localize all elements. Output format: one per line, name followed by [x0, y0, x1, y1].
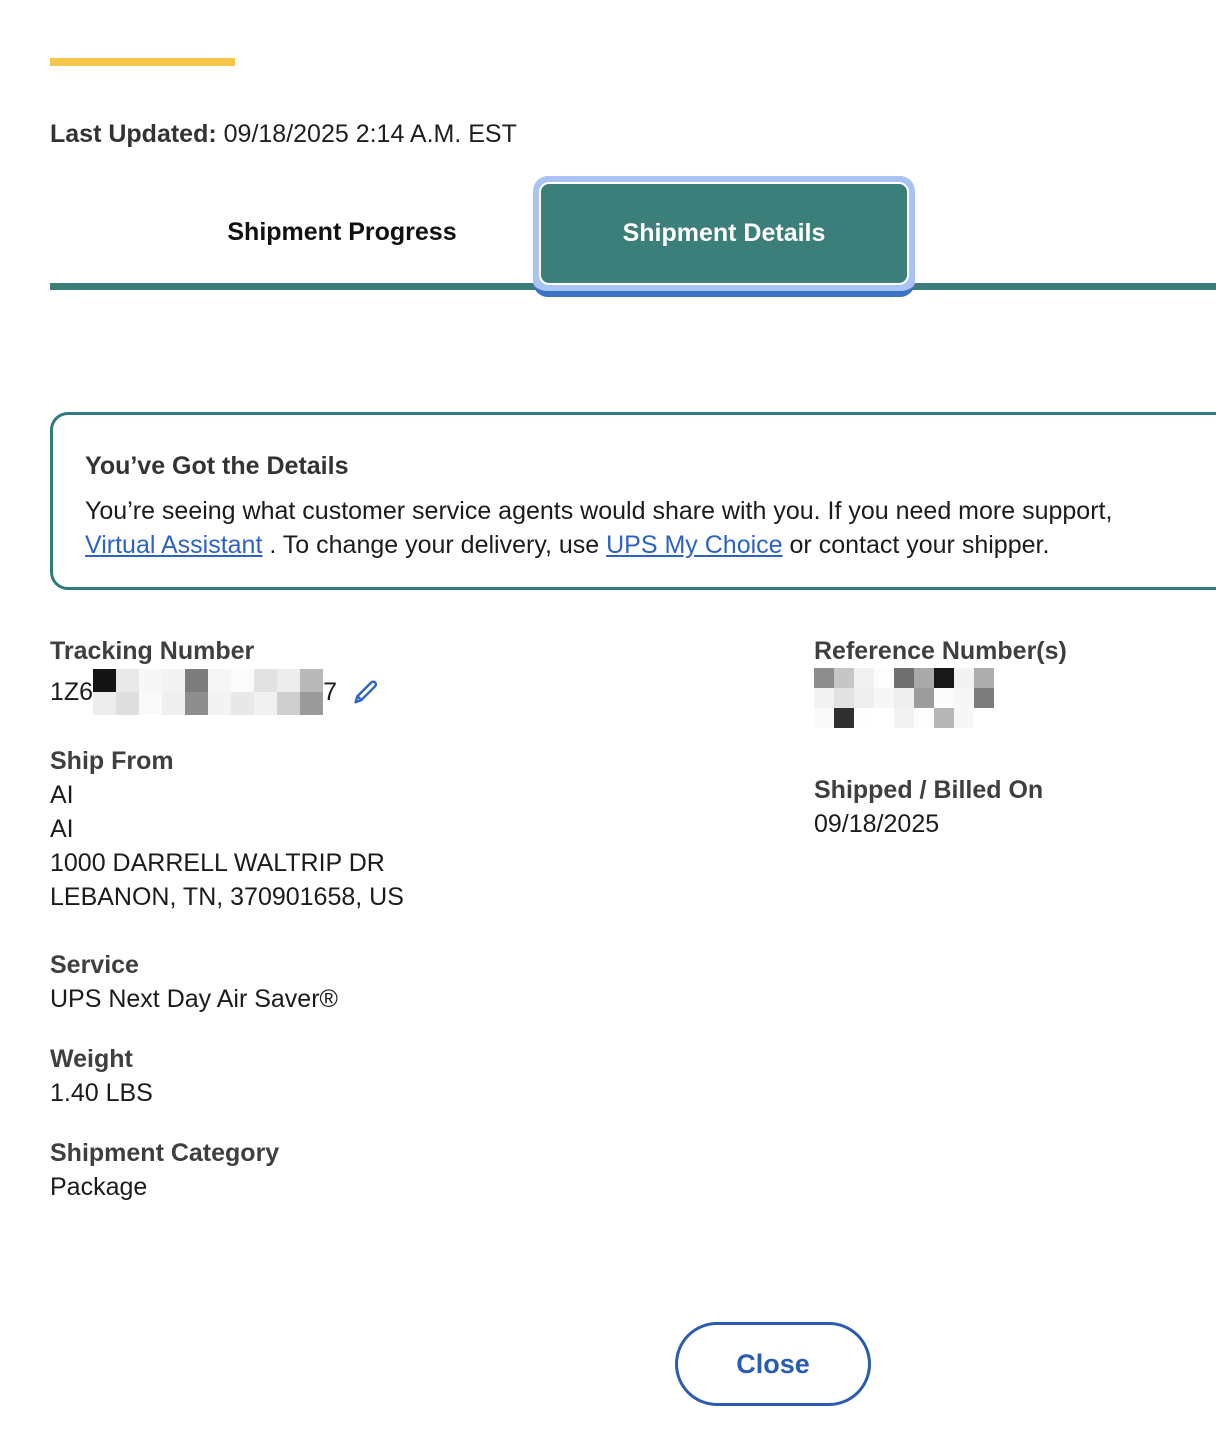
details-left-column	[50, 634, 790, 1204]
ups-my-choice-link[interactable]: UPS My Choice	[606, 531, 783, 559]
accent-bar	[50, 58, 235, 66]
shipped-billed-on-section	[814, 773, 1204, 841]
last-updated	[50, 120, 517, 149]
service-label: Service	[50, 951, 139, 979]
shipped-billed-on-label: Shipped / Billed On	[814, 776, 1044, 804]
tracking-number-prefix: 1Z6	[50, 677, 94, 706]
weight-label: Weight	[50, 1045, 133, 1073]
shipment-category-value: Package	[50, 1173, 148, 1201]
virtual-assistant-link[interactable]: Virtual Assistant	[85, 531, 263, 559]
ship-from-line: AI	[50, 781, 74, 809]
shipped-billed-on-value: 09/18/2025	[814, 810, 940, 838]
last-updated-label: Last Updated:	[50, 120, 217, 148]
tab-shipment-progress[interactable]	[151, 176, 533, 288]
notice-body-line2-text1: . To change your delivery, use	[262, 531, 607, 559]
last-updated-value: 09/18/2025 2:14 A.M. EST	[216, 120, 517, 148]
ship-from-section	[50, 744, 790, 914]
close-button[interactable]: Close	[675, 1322, 871, 1406]
tracking-number-section	[50, 634, 790, 716]
weight-value: 1.40 LBS	[50, 1079, 153, 1107]
tracking-number-suffix: 7	[323, 677, 337, 706]
tab-shipment-progress-label: Shipment Progress	[227, 217, 457, 246]
tab-shipment-details-focus-ring	[533, 176, 915, 297]
tab-shipment-details[interactable]	[539, 182, 909, 285]
shipment-category-section	[50, 1136, 790, 1204]
ship-from-line: AI	[50, 815, 74, 843]
tracking-number-label: Tracking Number	[50, 637, 255, 665]
ship-from-line: LEBANON, TN, 370901658, US	[50, 883, 404, 911]
ship-from-line: 1000 DARRELL WALTRIP DR	[50, 849, 385, 877]
reference-numbers-section	[814, 634, 1204, 735]
ship-from-label: Ship From	[50, 747, 174, 775]
weight-section	[50, 1042, 790, 1110]
notice-body-line2	[85, 528, 1216, 562]
shipment-category-label: Shipment Category	[50, 1139, 280, 1167]
details-right-column	[814, 634, 1204, 841]
tab-shipment-details-label: Shipment Details	[622, 219, 826, 247]
notice-title: You’ve Got the Details	[85, 452, 349, 480]
tracking-number-redaction	[93, 669, 323, 715]
service-section	[50, 948, 790, 1016]
reference-numbers-redaction	[814, 668, 994, 728]
notice-body-line1: You’re seeing what customer service agents would share with you. If you need more support,	[85, 497, 1113, 525]
tracking-number-value	[50, 668, 790, 716]
details-notice-box	[50, 412, 1216, 590]
edit-tracking-button[interactable]	[350, 675, 382, 710]
service-value: UPS Next Day Air Saver®	[50, 985, 338, 1013]
pencil-icon	[350, 675, 382, 710]
reference-numbers-label: Reference Number(s)	[814, 637, 1067, 665]
notice-body-line2-text2: or contact your shipper.	[782, 531, 1050, 559]
